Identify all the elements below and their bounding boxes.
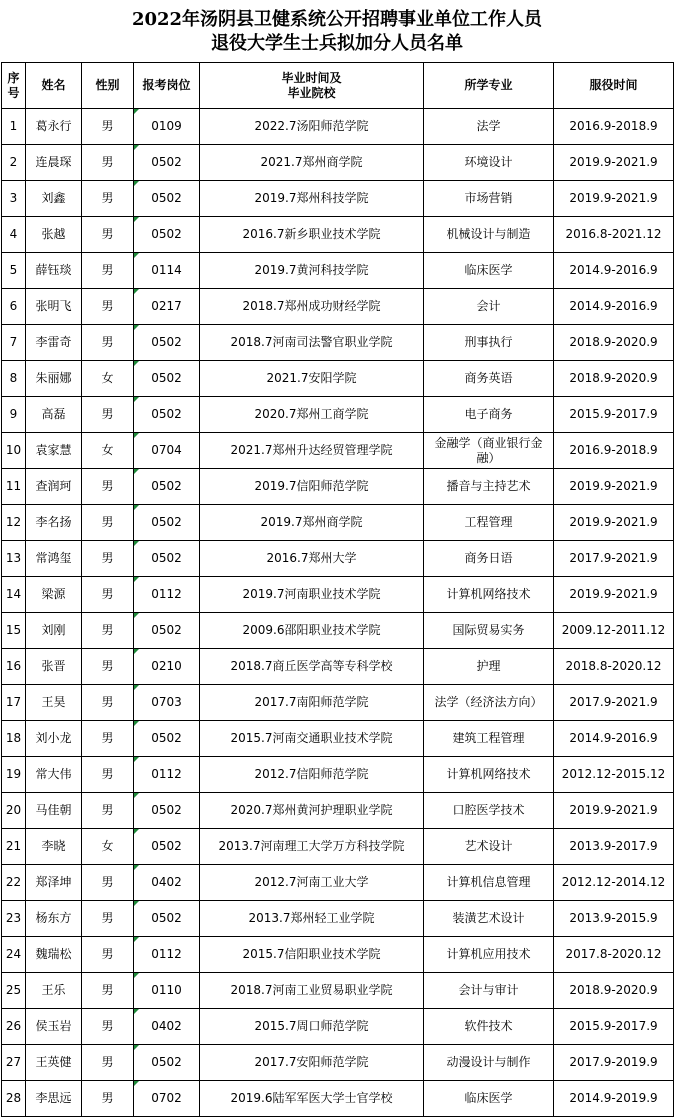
cell-major: 计算机网络技术 bbox=[424, 757, 554, 793]
cell-seq: 10 bbox=[2, 433, 26, 469]
cell-gender: 男 bbox=[82, 685, 134, 721]
cell-service: 2014.9-2019.9 bbox=[554, 1081, 674, 1117]
cell-school: 2019.7信阳师范学院 bbox=[200, 469, 424, 505]
cell-name: 王乐 bbox=[26, 973, 82, 1009]
cell-gender: 男 bbox=[82, 1045, 134, 1081]
cell-service: 2017.9-2021.9 bbox=[554, 541, 674, 577]
cell-major: 计算机应用技术 bbox=[424, 937, 554, 973]
cell-post: 0502 bbox=[134, 1045, 200, 1081]
cell-name: 刘小龙 bbox=[26, 721, 82, 757]
cell-name: 连晨琛 bbox=[26, 145, 82, 181]
cell-seq: 16 bbox=[2, 649, 26, 685]
cell-name: 常鸿玺 bbox=[26, 541, 82, 577]
cell-post: 0502 bbox=[134, 721, 200, 757]
cell-school: 2020.7郑州黄河护理职业学院 bbox=[200, 793, 424, 829]
cell-gender: 男 bbox=[82, 1009, 134, 1045]
cell-seq: 17 bbox=[2, 685, 26, 721]
cell-major: 口腔医学技术 bbox=[424, 793, 554, 829]
cell-name: 李思远 bbox=[26, 1081, 82, 1117]
table-row bbox=[2, 145, 674, 181]
cell-gender: 男 bbox=[82, 325, 134, 361]
cell-service: 2019.9-2021.9 bbox=[554, 145, 674, 181]
cell-post: 0502 bbox=[134, 325, 200, 361]
cell-name: 王英健 bbox=[26, 1045, 82, 1081]
cell-gender: 男 bbox=[82, 901, 134, 937]
cell-school: 2009.6邵阳职业技术学院 bbox=[200, 613, 424, 649]
cell-major: 装潢艺术设计 bbox=[424, 901, 554, 937]
cell-seq: 25 bbox=[2, 973, 26, 1009]
table-row bbox=[2, 541, 674, 577]
table-row bbox=[2, 325, 674, 361]
cell-gender: 男 bbox=[82, 973, 134, 1009]
table-row bbox=[2, 109, 674, 145]
cell-post: 0502 bbox=[134, 829, 200, 865]
cell-service: 2014.9-2016.9 bbox=[554, 289, 674, 325]
header-school-line-2: 毕业院校 bbox=[287, 85, 336, 100]
document-title bbox=[0, 0, 674, 62]
cell-school: 2015.7信阳职业技术学院 bbox=[200, 937, 424, 973]
cell-gender: 男 bbox=[82, 541, 134, 577]
cell-major: 机械设计与制造 bbox=[424, 217, 554, 253]
cell-school: 2022.7汤阳师范学院 bbox=[200, 109, 424, 145]
cell-service: 2015.9-2017.9 bbox=[554, 1009, 674, 1045]
cell-school: 2021.7郑州升达经贸管理学院 bbox=[200, 433, 424, 469]
cell-gender: 男 bbox=[82, 217, 134, 253]
cell-seq: 3 bbox=[2, 181, 26, 217]
cell-school: 2018.7河南工业贸易职业学院 bbox=[200, 973, 424, 1009]
cell-seq: 18 bbox=[2, 721, 26, 757]
cell-post: 0502 bbox=[134, 793, 200, 829]
cell-school: 2017.7安阳师范学院 bbox=[200, 1045, 424, 1081]
cell-post: 0110 bbox=[134, 973, 200, 1009]
cell-gender: 女 bbox=[82, 829, 134, 865]
cell-service: 2017.8-2020.12 bbox=[554, 937, 674, 973]
table-row bbox=[2, 685, 674, 721]
cell-gender: 男 bbox=[82, 145, 134, 181]
cell-service: 2014.9-2016.9 bbox=[554, 253, 674, 289]
header-school-line-1: 毕业时间及 bbox=[281, 70, 342, 85]
cell-post: 0217 bbox=[134, 289, 200, 325]
table-row bbox=[2, 217, 674, 253]
cell-post: 0112 bbox=[134, 937, 200, 973]
cell-seq: 6 bbox=[2, 289, 26, 325]
cell-school: 2019.7河南职业技术学院 bbox=[200, 577, 424, 613]
table-row bbox=[2, 1009, 674, 1045]
table-row bbox=[2, 649, 674, 685]
cell-service: 2018.9-2020.9 bbox=[554, 325, 674, 361]
cell-major: 刑事执行 bbox=[424, 325, 554, 361]
table-row bbox=[2, 1045, 674, 1081]
cell-seq: 8 bbox=[2, 361, 26, 397]
cell-seq: 14 bbox=[2, 577, 26, 613]
cell-name: 高磊 bbox=[26, 397, 82, 433]
cell-post: 0402 bbox=[134, 1009, 200, 1045]
cell-name: 张越 bbox=[26, 217, 82, 253]
cell-school: 2016.7新乡职业技术学院 bbox=[200, 217, 424, 253]
cell-post: 0112 bbox=[134, 757, 200, 793]
cell-name: 李名扬 bbox=[26, 505, 82, 541]
cell-service: 2019.9-2021.9 bbox=[554, 181, 674, 217]
table-row bbox=[2, 397, 674, 433]
cell-seq: 5 bbox=[2, 253, 26, 289]
cell-major: 国际贸易实务 bbox=[424, 613, 554, 649]
cell-name: 杨东方 bbox=[26, 901, 82, 937]
cell-school: 2019.6陆军军医大学士官学校 bbox=[200, 1081, 424, 1117]
cell-school: 2015.7周口师范学院 bbox=[200, 1009, 424, 1045]
cell-school: 2012.7河南工业大学 bbox=[200, 865, 424, 901]
cell-school: 2019.7黄河科技学院 bbox=[200, 253, 424, 289]
cell-name: 侯玉岩 bbox=[26, 1009, 82, 1045]
header-post: 报考岗位 bbox=[134, 63, 200, 109]
cell-gender: 男 bbox=[82, 505, 134, 541]
table-row bbox=[2, 505, 674, 541]
title-line-2: 退役大学生士兵拟加分人员名单 bbox=[211, 33, 463, 54]
cell-gender: 男 bbox=[82, 253, 134, 289]
cell-name: 魏瑞松 bbox=[26, 937, 82, 973]
table-row bbox=[2, 793, 674, 829]
cell-major: 软件技术 bbox=[424, 1009, 554, 1045]
cell-seq: 12 bbox=[2, 505, 26, 541]
cell-gender: 男 bbox=[82, 577, 134, 613]
cell-seq: 15 bbox=[2, 613, 26, 649]
cell-gender: 女 bbox=[82, 433, 134, 469]
cell-name: 郑泽坤 bbox=[26, 865, 82, 901]
cell-school: 2019.7郑州商学院 bbox=[200, 505, 424, 541]
cell-service: 2012.12-2014.12 bbox=[554, 865, 674, 901]
cell-seq: 21 bbox=[2, 829, 26, 865]
cell-name: 朱丽娜 bbox=[26, 361, 82, 397]
cell-major: 法学 bbox=[424, 109, 554, 145]
table-row bbox=[2, 829, 674, 865]
title-line-1: 2022年汤阴县卫健系统公开招聘事业单位工作人员 bbox=[131, 9, 543, 30]
cell-seq: 26 bbox=[2, 1009, 26, 1045]
cell-major: 工程管理 bbox=[424, 505, 554, 541]
candidate-table bbox=[1, 62, 674, 1117]
cell-name: 刘鑫 bbox=[26, 181, 82, 217]
cell-name: 张明飞 bbox=[26, 289, 82, 325]
cell-service: 2016.8-2021.12 bbox=[554, 217, 674, 253]
table-row bbox=[2, 289, 674, 325]
cell-seq: 11 bbox=[2, 469, 26, 505]
table-row bbox=[2, 361, 674, 397]
cell-gender: 男 bbox=[82, 865, 134, 901]
cell-gender: 男 bbox=[82, 649, 134, 685]
cell-post: 0702 bbox=[134, 1081, 200, 1117]
cell-service: 2018.8-2020.12 bbox=[554, 649, 674, 685]
cell-school: 2020.7郑州工商学院 bbox=[200, 397, 424, 433]
cell-gender: 男 bbox=[82, 469, 134, 505]
cell-post: 0210 bbox=[134, 649, 200, 685]
table-row bbox=[2, 181, 674, 217]
cell-major: 会计 bbox=[424, 289, 554, 325]
cell-seq: 20 bbox=[2, 793, 26, 829]
cell-post: 0502 bbox=[134, 613, 200, 649]
cell-service: 2013.9-2015.9 bbox=[554, 901, 674, 937]
table-row bbox=[2, 253, 674, 289]
cell-major: 播音与主持艺术 bbox=[424, 469, 554, 505]
cell-service: 2017.9-2021.9 bbox=[554, 685, 674, 721]
cell-seq: 19 bbox=[2, 757, 26, 793]
cell-post: 0502 bbox=[134, 217, 200, 253]
cell-post: 0502 bbox=[134, 397, 200, 433]
table-body bbox=[2, 109, 674, 1117]
cell-service: 2017.9-2019.9 bbox=[554, 1045, 674, 1081]
cell-name: 李晓 bbox=[26, 829, 82, 865]
header-gender: 性别 bbox=[82, 63, 134, 109]
cell-gender: 男 bbox=[82, 181, 134, 217]
cell-school: 2016.7郑州大学 bbox=[200, 541, 424, 577]
cell-gender: 男 bbox=[82, 721, 134, 757]
cell-service: 2019.9-2021.9 bbox=[554, 793, 674, 829]
cell-post: 0109 bbox=[134, 109, 200, 145]
cell-major: 市场营销 bbox=[424, 181, 554, 217]
cell-name: 葛永行 bbox=[26, 109, 82, 145]
cell-major: 电子商务 bbox=[424, 397, 554, 433]
table-row bbox=[2, 469, 674, 505]
cell-seq: 1 bbox=[2, 109, 26, 145]
header-seq: 序号 bbox=[2, 63, 26, 109]
cell-major: 商务英语 bbox=[424, 361, 554, 397]
cell-service: 2013.9-2017.9 bbox=[554, 829, 674, 865]
cell-seq: 24 bbox=[2, 937, 26, 973]
cell-school: 2018.7郑州成功财经学院 bbox=[200, 289, 424, 325]
cell-service: 2016.9-2018.9 bbox=[554, 109, 674, 145]
cell-service: 2018.9-2020.9 bbox=[554, 973, 674, 1009]
table-row bbox=[2, 901, 674, 937]
cell-service: 2016.9-2018.9 bbox=[554, 433, 674, 469]
cell-name: 李雷奇 bbox=[26, 325, 82, 361]
cell-major: 临床医学 bbox=[424, 1081, 554, 1117]
cell-gender: 男 bbox=[82, 613, 134, 649]
cell-seq: 27 bbox=[2, 1045, 26, 1081]
cell-school: 2013.7河南理工大学万方科技学院 bbox=[200, 829, 424, 865]
cell-major: 临床医学 bbox=[424, 253, 554, 289]
cell-name: 刘刚 bbox=[26, 613, 82, 649]
table-header-row bbox=[2, 63, 674, 109]
cell-school: 2012.7信阳师范学院 bbox=[200, 757, 424, 793]
cell-post: 0502 bbox=[134, 541, 200, 577]
cell-gender: 男 bbox=[82, 1081, 134, 1117]
cell-school: 2021.7郑州商学院 bbox=[200, 145, 424, 181]
cell-post: 0502 bbox=[134, 901, 200, 937]
table-row bbox=[2, 1081, 674, 1117]
cell-major: 环境设计 bbox=[424, 145, 554, 181]
cell-post: 0704 bbox=[134, 433, 200, 469]
cell-post: 0114 bbox=[134, 253, 200, 289]
table-row bbox=[2, 757, 674, 793]
cell-post: 0112 bbox=[134, 577, 200, 613]
cell-major: 商务日语 bbox=[424, 541, 554, 577]
cell-service: 2019.9-2021.9 bbox=[554, 577, 674, 613]
header-service: 服役时间 bbox=[554, 63, 674, 109]
cell-school: 2017.7南阳师范学院 bbox=[200, 685, 424, 721]
cell-service: 2019.9-2021.9 bbox=[554, 505, 674, 541]
header-name: 姓名 bbox=[26, 63, 82, 109]
cell-name: 查润珂 bbox=[26, 469, 82, 505]
cell-gender: 男 bbox=[82, 109, 134, 145]
cell-name: 薛钰琰 bbox=[26, 253, 82, 289]
cell-school: 2018.7河南司法警官职业学院 bbox=[200, 325, 424, 361]
cell-service: 2009.12-2011.12 bbox=[554, 613, 674, 649]
cell-gender: 男 bbox=[82, 793, 134, 829]
cell-seq: 9 bbox=[2, 397, 26, 433]
table-row bbox=[2, 973, 674, 1009]
cell-school: 2018.7商丘医学高等专科学校 bbox=[200, 649, 424, 685]
cell-post: 0502 bbox=[134, 145, 200, 181]
cell-school: 2019.7郑州科技学院 bbox=[200, 181, 424, 217]
cell-service: 2012.12-2015.12 bbox=[554, 757, 674, 793]
cell-name: 张晋 bbox=[26, 649, 82, 685]
cell-service: 2014.9-2016.9 bbox=[554, 721, 674, 757]
cell-name: 袁家慧 bbox=[26, 433, 82, 469]
cell-seq: 4 bbox=[2, 217, 26, 253]
cell-major: 护理 bbox=[424, 649, 554, 685]
cell-major: 建筑工程管理 bbox=[424, 721, 554, 757]
cell-service: 2018.9-2020.9 bbox=[554, 361, 674, 397]
cell-major: 会计与审计 bbox=[424, 973, 554, 1009]
cell-post: 0502 bbox=[134, 505, 200, 541]
cell-school: 2013.7郑州轻工业学院 bbox=[200, 901, 424, 937]
cell-post: 0502 bbox=[134, 469, 200, 505]
cell-seq: 7 bbox=[2, 325, 26, 361]
cell-major: 动漫设计与制作 bbox=[424, 1045, 554, 1081]
table-row bbox=[2, 433, 674, 469]
table-row bbox=[2, 865, 674, 901]
cell-seq: 22 bbox=[2, 865, 26, 901]
cell-major: 金融学（商业银行金融） bbox=[424, 433, 554, 469]
cell-major: 法学（经济法方向） bbox=[424, 685, 554, 721]
cell-major: 艺术设计 bbox=[424, 829, 554, 865]
cell-gender: 男 bbox=[82, 757, 134, 793]
header-school bbox=[200, 63, 424, 109]
cell-gender: 男 bbox=[82, 937, 134, 973]
cell-seq: 2 bbox=[2, 145, 26, 181]
cell-major: 计算机信息管理 bbox=[424, 865, 554, 901]
cell-gender: 男 bbox=[82, 397, 134, 433]
cell-school: 2015.7河南交通职业技术学院 bbox=[200, 721, 424, 757]
cell-seq: 13 bbox=[2, 541, 26, 577]
cell-post: 0502 bbox=[134, 181, 200, 217]
cell-post: 0502 bbox=[134, 361, 200, 397]
cell-service: 2015.9-2017.9 bbox=[554, 397, 674, 433]
cell-major: 计算机网络技术 bbox=[424, 577, 554, 613]
cell-post: 0703 bbox=[134, 685, 200, 721]
cell-gender: 女 bbox=[82, 361, 134, 397]
cell-name: 梁源 bbox=[26, 577, 82, 613]
table-row bbox=[2, 937, 674, 973]
table-row bbox=[2, 577, 674, 613]
cell-gender: 男 bbox=[82, 289, 134, 325]
cell-name: 马佳朝 bbox=[26, 793, 82, 829]
header-major: 所学专业 bbox=[424, 63, 554, 109]
cell-service: 2019.9-2021.9 bbox=[554, 469, 674, 505]
cell-name: 常大伟 bbox=[26, 757, 82, 793]
cell-name: 王昊 bbox=[26, 685, 82, 721]
table-row bbox=[2, 721, 674, 757]
cell-post: 0402 bbox=[134, 865, 200, 901]
cell-seq: 23 bbox=[2, 901, 26, 937]
cell-seq: 28 bbox=[2, 1081, 26, 1117]
table-row bbox=[2, 613, 674, 649]
cell-school: 2021.7安阳学院 bbox=[200, 361, 424, 397]
